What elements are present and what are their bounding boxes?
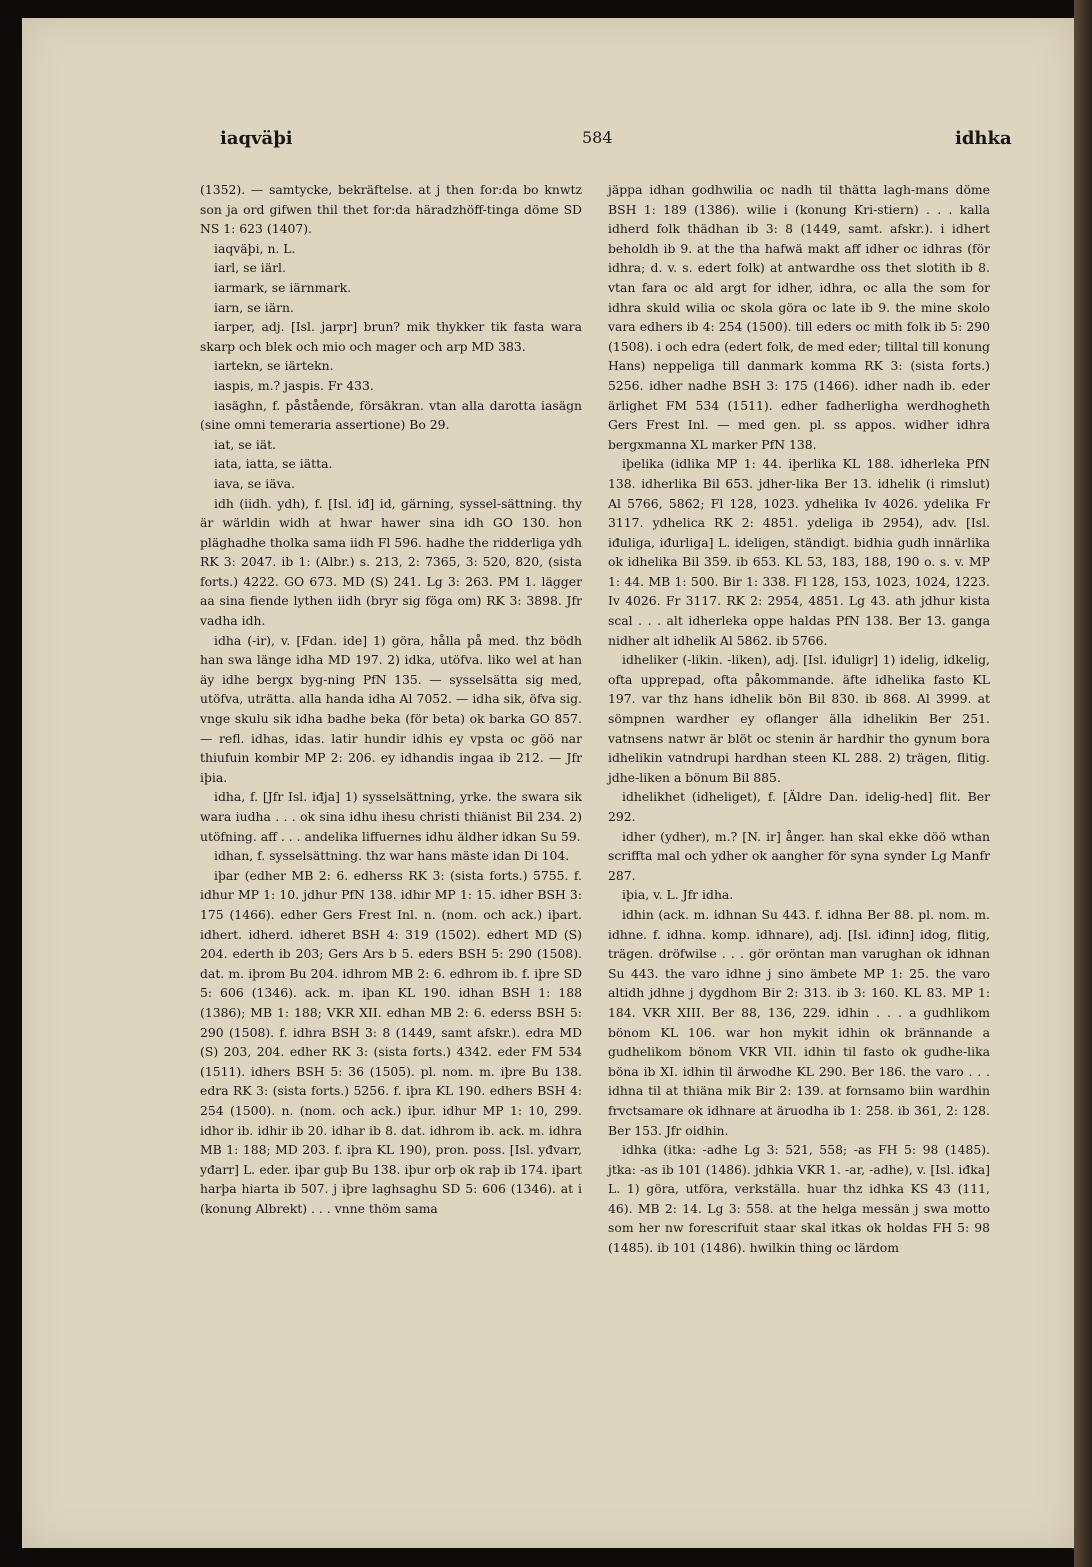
entry-continuation: jäppa idhan godhwilia oc nadh til thätta lagh-mans döme BSH 1: 189 (1386). wilie i (konung Kri-stiern) . . . kalla idherd folk thädhan ib 3: 8 (1449, samt. afskr.). i idhert beholdh ib 9. at the tha hafwä makt aff idher oc idhras (för idhra; d. v. s. edert folk) at antwardhe oss thet slotith ib 8. vtan fara oc ald argt for idher, idhra, oc alla the som for idhra skuld wilia oc skola göra oc late ib 9. the mine skolo vara edhers ib 4: 254 (1500). till eders oc mith folk ib 5: 290 (1508). i och edra (edert folk, de med eder; tilltal till konung Hans) neppeliga till danmark komma RK 3: (sista forts.) 5256. idher nadhe BSH 3: 175 (1466). idher nadh ib. eder ärlighet FM 534 (1511). edher fadherligha werdhogheth Gers Frest Inl. — med gen. pl. ss appos. widher idhra bergxmanna XL marker PfN 138.: [608, 182, 990, 452]
entry: iarper, adj. [Isl. jarpr] brun? mik thykker tik fasta wara skarp och blek och mio och mager och arp MD 383.: [200, 319, 582, 354]
entry: idhelikhet (idheliget), f. [Äldre Dan. idelig-hed] flit. Ber 292.: [608, 789, 990, 824]
entry: iþar (edher MB 2: 6. edherss RK 3: (sista forts.) 5755. f. idhur MP 1: 10. jdhur PfN 138. idhir MP 1: 15. idher BSH 3: 175 (1466). edher Gers Frest Inl. n. (nom. och ack.) iþart. idhert. idherd. idheret BSH 4: 319 (1502). edhert MD (S) 204. ederth ib 203; Gers Ars b 5. eders BSH 5: 290 (1508). dat. m. iþrom Bu 204. idhrom MB 2: 6. edhrom ib. f. iþre SD 5: 606 (1346). ack. m. iþan KL 190. idhan BSH 1: 188 (1386); MB 1: 188; VKR XII. edhan MB 2: 6. ederss BSH 5: 290 (1508). f. idhra BSH 3: 8 (1449, samt afskr.). edra MD (S) 203, 204. edher RK 3: (sista forts.) 4342. eder FM 534 (1511). idhers BSH 5: 36 (1505). pl. nom. m. iþre Bu 138. edra RK 3: (sista forts.) 5256. f. iþra KL 190. edhers BSH 4: 254 (1500). n. (nom. och ack.) iþur. idhur MP 1: 10, 299. idhor ib. idhir ib 20. idhar ib 8. dat. idhrom ib. ack. m. idhra MB 1: 188; MD 203. f. iþra KL 190), pron. poss. [Isl. yđvarr, yđarr] L. eder. iþar guþ Bu 138. iþur orþ ok raþ ib 174. iþart harþa hiarta ib 507. j iþre laghsaghu SD 5: 606 (1346). at i (konung Albrekt) . . . vnne thöm sama: [200, 867, 582, 1216]
entry: iasäghn, f. påstående, försäkran. vtan alla darotta iasägn (sine omni temeraria assertione) Bo 29.: [200, 397, 582, 433]
entry-continuation: (1352). — samtycke, bekräftelse. at j then for:da bo knwtz son ja ord gifwen thil thet for:da häradzhöff-tinga döme SD NS 1: 623 (1407).: [200, 182, 582, 237]
entry: idheliker (-likin. -liken), adj. [Isl. iđuligr] 1) idelig, idkelig, ofta upprepad, ofta påkommande. äfte idhelika fasto KL 197. var thz hans idhelik bön Bil 830. ib 868. Al 3999. at sömpnen wardher ey oflanger älla idhelikin Ber 251. vatnsens natwr är blöt oc stenin är hardhir tho gynum bora idhelikin vatndrupi hardhan steen KL 288. 2) trägen, flitig. jdhe-liken a bönum Bil 885.: [608, 652, 990, 785]
entry: idhin (ack. m. idhnan Su 443. f. idhna Ber 88. pl. nom. m. idhne. f. idhna. komp. idhnare), adj. [Isl. iđinn] idog, flitig, trägen. dröfwilse . . . gör oröntan man varughan ok idhnan Su 443. the varo idhne j sino ämbete MP 1: 25. the varo altidh jdhne j dygdhom Bir 2: 313. ib 3: 160. KL 83. MP 1: 184. VKR XIII. Ber 88, 136, 229. idhin . . . a gudhlikom bönom KL 106. war hon mykit idhin ok brännande a gudhelikom bönom VKR VII. idhin til fasto ok gudhe-lika böna ib XI. idhin til ärwodhe KL 290. Ber 186. the varo . . . idhna til at thiäna mik Bir 2: 139. at fornsamo biin wardhin frvctsamare ok idhnare at äruodha ib 1: 258. ib 361, 2: 128. Ber 153. Jfr oidhin.: [608, 906, 990, 1138]
entry: iat, se iät.: [214, 436, 277, 452]
right-column: [608, 180, 990, 1258]
entry: idha, f. [Jfr Isl. iđja] 1) sysselsättning, yrke. the swara sik wara iudha . . . ok sina idhu ihesu christi thiänist Bil 234. 2) utöfning. aff . . . andelika liffuernes idhu äldher idkan Su 59.: [200, 789, 582, 844]
book-edge: [1074, 0, 1092, 1567]
entry: iarl, se iärl.: [214, 260, 286, 276]
entry: iava, se iäva.: [214, 475, 295, 491]
entry: idha (-ir), v. [Fdan. ide] 1) göra, hålla på med. thz bödh han swa länge idha MD 197. 2) idka, utöfva. liko wel at han äy idhe bergx byg-ning PfN 135. — sysselsätta sig med, utöfva, uträtta. alla handa idha Al 7052. — idha sik, öfva sig. vnge skulu sik idha badhe beka (för beta) ok barka GO 857. — refl. idhas, idas. latir hundir idhis ey vpsta oc göö nar thiufuin kombir MP 2: 206. ey idhandis ingaa ib 212. — Jfr iþia.: [200, 632, 582, 785]
page-number: 584: [582, 128, 613, 147]
running-head-right: idhka: [955, 128, 1012, 149]
entry: iarn, se iärn.: [214, 299, 294, 315]
entry: idher (ydher), m.? [N. ir] ånger. han skal ekke döö wthan scriffta mal och ydher ok aangher för syna synder Lg Manfr 287.: [608, 828, 990, 883]
entry: iþia, v. L. Jfr idha.: [622, 887, 734, 903]
entry: iaspis, m.? jaspis. Fr 433.: [214, 377, 374, 393]
entry: iaqväþi, n. L.: [214, 240, 296, 256]
entry: iarmark, se iärnmark.: [214, 279, 352, 295]
entry: idhka (itka: -adhe Lg 3: 521, 558; -as FH 5: 98 (1485). jtka: -as ib 101 (1486). jdhkia VKR 1. -ar, -adhe), v. [Isl. iđka] L. 1) göra, utföra, verkställa. huar thz idhka KS 43 (111, 46). MB 2: 14. Lg 3: 558. at the helga messän j swa motto som her nw forescrifuit staar skal itkas ok holdas FH 5: 98 (1485). ib 101 (1486). hwilkin thing oc lärdom: [608, 1142, 990, 1256]
entry: iþelika (idlika MP 1: 44. iþerlika KL 188. idherleka PfN 138. idherlika Bil 653. jdher-lika Ber 13. idhelik (i rimslut) Al 5766, 5862; Fl 128, 1023. ydhelika Iv 4026. ydelika Fr 3117. ydhelica RK 2: 4851. ydeliga ib 2954), adv. [Isl. iđuliga, iđurliga] L. ideligen, ständigt. bidhia gudh innärlika ok idhelika Bil 359. ib 653. KL 53, 183, 188, 190 o. s. v. MP 1: 44. MB 1: 500. Bir 1: 338. Fl 128, 153, 1023, 1024, 1223. Iv 4026. Fr 3117. RK 2: 2954, 4851. Lg 43. ath jdhur kista scal . . . alt idherleka oppe haldas PfN 138. Ber 13. ganga nidher alt idhelik Al 5862. ib 5766.: [608, 456, 990, 648]
entry: iata, iatta, se iätta.: [214, 456, 333, 472]
left-column: [200, 180, 582, 1218]
running-head-left: iaqväþi: [220, 128, 293, 149]
entry: idhan, f. sysselsättning. thz war hans mäste idan Di 104.: [214, 848, 570, 864]
entry: iartekn, se iärtekn.: [214, 358, 334, 374]
entry: idh (iidh. ydh), f. [Isl. iđ] id, gärning, syssel-sättning. thy är wärldin widh at hwar hawer sina idh GO 130. hon pläghadhe tholka sama iidh Fl 596. hadhe the ridderliga ydh RK 3: 2047. ib 1: (Albr.) s. 213, 2: 7365, 3: 520, 820, (sista forts.) 4222. GO 673. MD (S) 241. Lg 3: 263. PM 1. lägger aa sina fiende lythen iidh (bryr sig föga om) RK 3: 3898. Jfr vadha idh.: [200, 495, 582, 629]
